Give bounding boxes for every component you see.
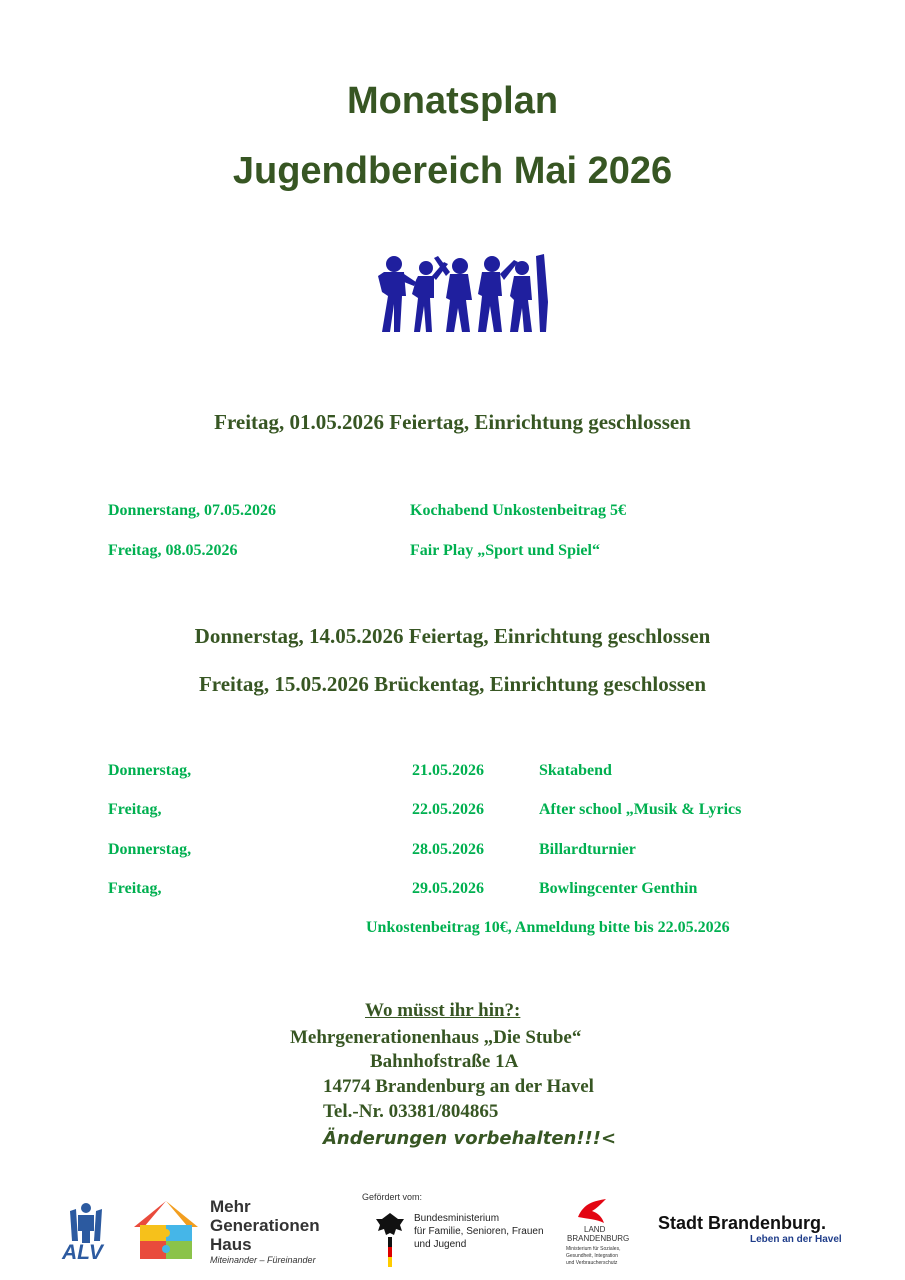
event-activity: Kochabend Unkostenbeitrag 5€	[410, 502, 627, 519]
bmfsfj-line2: für Familie, Senioren, Frauen	[414, 1226, 544, 1237]
event-day: Freitag,	[108, 880, 162, 897]
alv-logo-text: ALV	[62, 1241, 103, 1264]
land-line2: BRANDENBURG	[567, 1234, 630, 1243]
event-activity: Billardturnier	[539, 841, 636, 858]
land-line1: LAND	[584, 1225, 606, 1234]
bmfsfj-logo	[372, 1209, 552, 1269]
location-name: Mehrgenerationenhaus „Die Stube“	[290, 1027, 582, 1048]
land-ministry-line2: Gesundheit, Integration	[566, 1253, 618, 1259]
stadt-tagline: Leben an der Havel	[750, 1234, 842, 1245]
closed-notice: Donnerstag, 14.05.2026 Feiertag, Einrichtung geschlossen	[194, 624, 711, 648]
event-activity: Fair Play „Sport und Spiel“	[410, 542, 600, 559]
event-day: Donnerstag,	[108, 841, 192, 858]
alv-logo	[60, 1201, 112, 1263]
bmfsfj-line3: und Jugend	[414, 1239, 467, 1250]
mgh-line2: Generationen	[210, 1216, 320, 1235]
event-day: Donnerstang, 07.05.2026	[108, 502, 277, 519]
alv-figure-icon	[60, 1201, 112, 1245]
land-ministry-line1: Ministerium für Soziales,	[566, 1246, 621, 1252]
location-city: 14774 Brandenburg an der Havel	[323, 1076, 594, 1097]
event-activity: Bowlingcenter Genthin	[539, 880, 698, 897]
event-day: Freitag, 08.05.2026	[108, 542, 238, 559]
page-subtitle: Jugendbereich Mai 2026	[232, 150, 673, 192]
location-phone: Tel.-Nr. 03381/804865	[323, 1101, 499, 1122]
changes-notice: Änderungen vorbehalten!!!<	[323, 1128, 617, 1149]
eagle-flag-icon	[372, 1209, 408, 1267]
stadt-brandenburg-logo: Stadt Brandenburg.	[658, 1213, 827, 1233]
land-ministry-line3: und Verbraucherschutz	[566, 1260, 618, 1266]
mgh-house-icon	[132, 1199, 200, 1261]
bmfsfj-line1: Bundesministerium	[414, 1213, 500, 1224]
event-activity: Skatabend	[539, 762, 612, 779]
location-heading: Wo müsst ihr hin?:	[365, 1000, 521, 1021]
event-date: 21.05.2026	[412, 762, 484, 779]
mgh-line3: Haus	[210, 1235, 252, 1254]
footer-logos	[0, 1185, 905, 1275]
event-day: Freitag,	[108, 801, 162, 818]
mgh-line1: Mehr	[210, 1197, 251, 1216]
event-date: 28.05.2026	[412, 841, 484, 858]
closed-notice: Freitag, 15.05.2026 Brückentag, Einrichtung geschlossen	[198, 672, 707, 696]
event-activity: After school „Musik & Lyrics	[539, 801, 742, 818]
page-title: Monatsplan	[346, 80, 559, 122]
funded-by-label: Gefördert vom:	[362, 1192, 423, 1202]
event-note: Unkostenbeitrag 10€, Anmeldung bitte bis 22.05.2026	[366, 919, 730, 936]
brandenburg-eagle-icon	[574, 1197, 610, 1225]
event-date: 29.05.2026	[412, 880, 484, 897]
closed-notice: Freitag, 01.05.2026 Feiertag, Einrichtung geschlossen	[214, 410, 691, 434]
location-street: Bahnhofstraße 1A	[370, 1051, 519, 1072]
dancers-silhouette-image	[376, 252, 552, 334]
event-day: Donnerstag,	[108, 762, 192, 779]
event-date: 22.05.2026	[412, 801, 484, 818]
mgh-tagline: Miteinander – Füreinander	[210, 1255, 316, 1265]
